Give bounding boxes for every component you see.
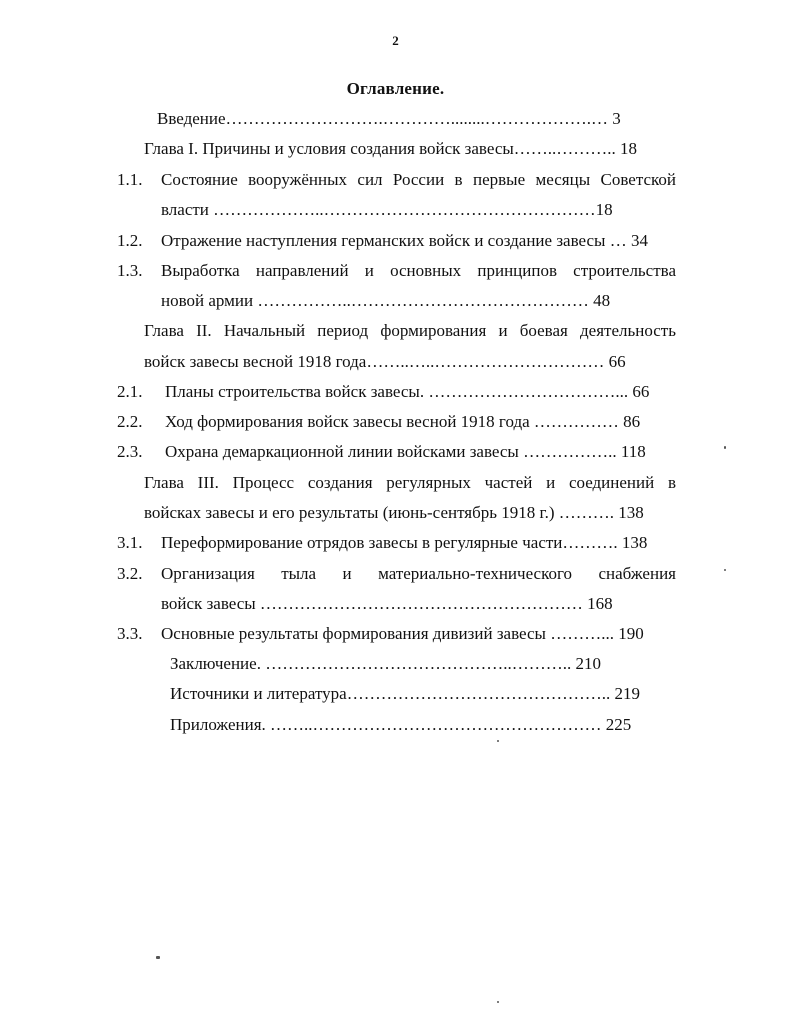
toc-entry-chapter-2-line1: Глава II. Начальный период формирования и боевая деятельность <box>144 321 676 340</box>
toc-entry-1-2: Отражение наступления германских войск и создание завесы … 34 <box>161 231 648 250</box>
toc-entry-3-1: Переформирование отрядов завесы в регулярные части………. 138 <box>161 533 648 552</box>
toc-number-1-1: 1.1. <box>117 170 143 189</box>
scan-speck <box>724 569 726 571</box>
toc-entry-3-3: Основные результаты формирования дивизий завесы ………... 190 <box>161 624 644 643</box>
toc-entry-2-2: Ход формирования войск завесы весной 1918 года …………… 86 <box>165 412 641 431</box>
toc-number-1-3: 1.3. <box>117 261 143 280</box>
scan-speck <box>497 740 499 742</box>
toc-entry-2-1: Планы строительства войск завесы. ……………………………... 66 <box>165 382 650 401</box>
toc-number-3-3: 3.3. <box>117 624 143 643</box>
toc-entry-1-1-line2: власти ………………..…………………………………………18 <box>161 200 613 219</box>
toc-number-3-1: 3.1. <box>117 533 143 552</box>
toc-entry-conclusion: Заключение. ……………………………………..……….. 210 <box>170 654 601 673</box>
toc-entry-1-3-line2: новой армии ……………..…………………………………… 48 <box>161 291 611 310</box>
toc-entry-sources: Источники и литература……………………………………….. 219 <box>170 684 640 703</box>
toc-number-2-3: 2.3. <box>117 442 143 461</box>
toc-number-1-2: 1.2. <box>117 231 143 250</box>
toc-entry-intro: Введение……………………….…………........……………….… 3 <box>157 109 621 128</box>
toc-entry-appendix: Приложения. ……..…………………………………………… 225 <box>170 715 632 734</box>
toc-entry-1-1-line1: Состояние вооружённых сил России в первые месяцы Советской <box>161 170 676 189</box>
toc-number-3-2: 3.2. <box>117 564 143 583</box>
toc-entry-1-3-line1: Выработка направлений и основных принципов строительства <box>161 261 676 280</box>
toc-entry-3-2-line2: войск завесы ………………………………………………… 168 <box>161 594 613 613</box>
toc-entry-chapter-3-line1: Глава III. Процесс создания регулярных частей и соединений в <box>144 473 676 492</box>
toc-entry-chapter-3-line2: войсках завесы и его результаты (июнь-сентябрь 1918 г.) ………. 138 <box>144 503 644 522</box>
toc-number-2-2: 2.2. <box>117 412 143 431</box>
scan-speck <box>724 446 726 449</box>
toc-entry-3-2-line1: Организация тыла и материально-технического снабжения <box>161 564 676 583</box>
toc-entry-chapter-1: Глава I. Причины и условия создания войск завесы……..……….. 18 <box>144 139 638 158</box>
page-number: 2 <box>392 33 399 48</box>
page-title: Оглавление. <box>346 79 445 98</box>
toc-entry-chapter-2-line2: войск завесы весной 1918 года……..…..………………………… 66 <box>144 352 626 371</box>
toc-entry-2-3: Охрана демаркационной линии войсками завесы …………….. 118 <box>165 442 646 461</box>
scan-speck <box>156 956 160 959</box>
toc-number-2-1: 2.1. <box>117 382 143 401</box>
scan-speck <box>497 1001 499 1003</box>
